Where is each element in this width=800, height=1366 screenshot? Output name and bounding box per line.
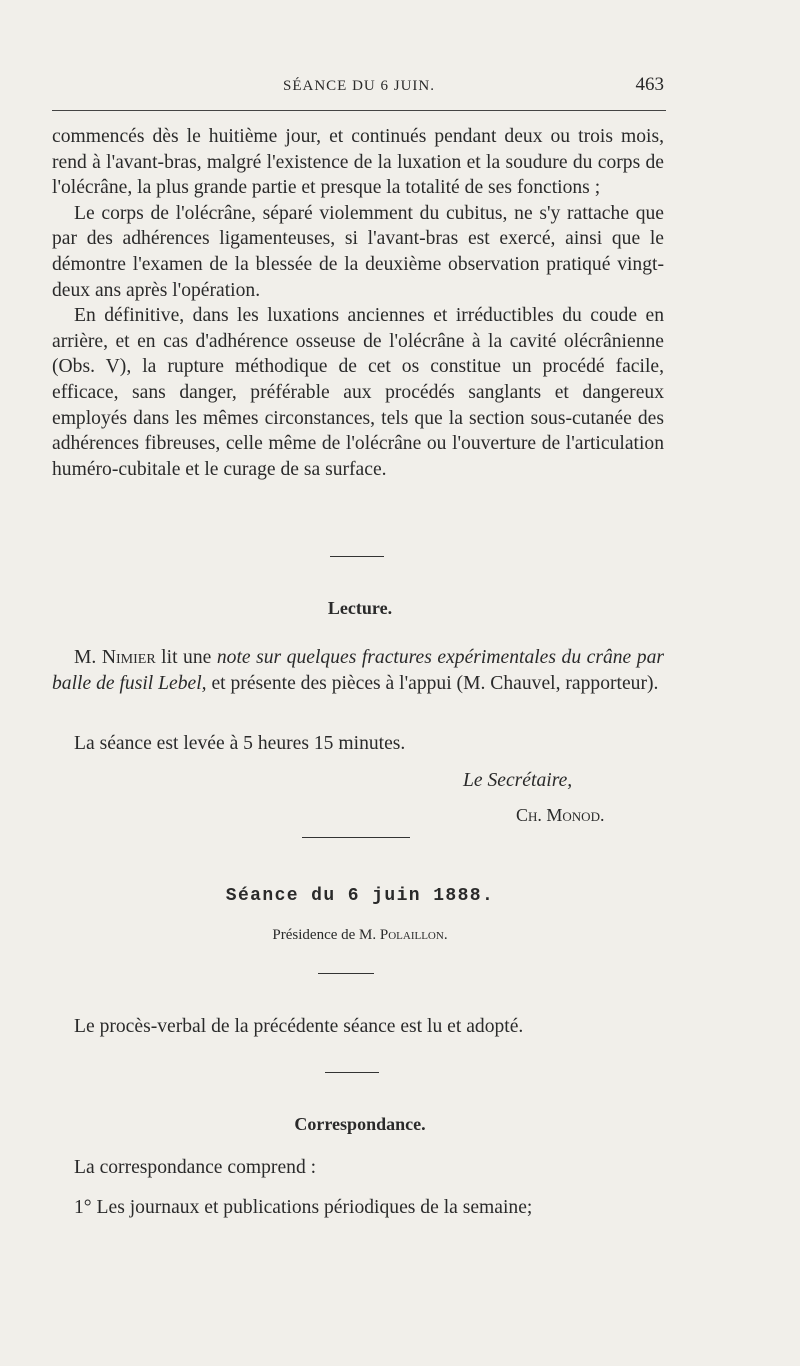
correspondance-heading: Correspondance. [294, 1114, 426, 1134]
section-divider [325, 1072, 379, 1073]
secretary-role: Le Secrétaire, [463, 770, 573, 791]
presidence-label: Présidence de M. [272, 927, 380, 943]
section-divider [330, 556, 384, 557]
section-divider [302, 837, 410, 838]
body-text [52, 124, 664, 482]
lecture-rest: et présente des pièces à l'appui (M. Chauvel, rapporteur). [206, 672, 659, 694]
running-header [52, 74, 666, 104]
session-title: Séance du 6 juin 1888. [225, 886, 495, 906]
president-name: Polaillon. [379, 927, 448, 943]
correspondance-item: 1° Les journaux et publications périodiques de la semaine; [74, 1197, 533, 1218]
correspondance-intro: La correspondance comprend : [74, 1157, 317, 1178]
closing-line: La séance est levée à 5 heures 15 minutes. [74, 733, 406, 754]
paragraph-2: Le corps de l'olécrâne, séparé violemment du cubitus, ne s'y rattache que par des adhérences ligamenteuses, si l'avant-bras est exercé, ainsi que le démontre l'examen de la blessée de la deuxième observation pratiqué vingt-deux ans après l'opération. [52, 202, 664, 301]
section-divider [318, 973, 374, 974]
presidence-line [0, 927, 720, 944]
running-title: SÉANCE DU 6 JUIN. [283, 78, 435, 94]
note-title: note sur quelques fractures expérimentales du crâne par balle de fusil Lebel, [52, 647, 664, 694]
lecture-paragraph [52, 645, 664, 696]
author-name: M. Nimier [74, 647, 156, 668]
lecture-verb: lit une [155, 647, 217, 668]
header-rule [52, 110, 666, 111]
paragraph-3: En définitive, dans les luxations anciennes et irréductibles du coude en arrière, et en cas d'adhérence osseuse de l'olécrâne à la cavité olécrânienne (Obs. V), la rupture méthodique de cet os constitue un procédé facile, efficace, sans danger, préférable aux procédés sanglants et dangereux employés dans les mêmes circonstances, tels que la section sous-cutanée des adhérences fibreuses, celle même de l'olécrâne ou l'ouverture de l'articulation huméro-cubitale et le curage de sa surface. [52, 305, 664, 480]
secretary-name: Ch. Monod. [516, 805, 605, 825]
lecture-heading: Lecture. [327, 598, 393, 618]
minutes-line: Le procès-verbal de la précédente séance est lu et adopté. [74, 1016, 524, 1037]
page-number: 463 [635, 74, 664, 95]
paragraph-1: commencés dès le huitième jour, et continués pendant deux ou trois mois, rend à l'avant-bras, malgré l'existence de la luxation et la soudure du corps de l'olécrâne, la plus grande partie et presque la totalité de ses fonctions ; [52, 126, 664, 199]
